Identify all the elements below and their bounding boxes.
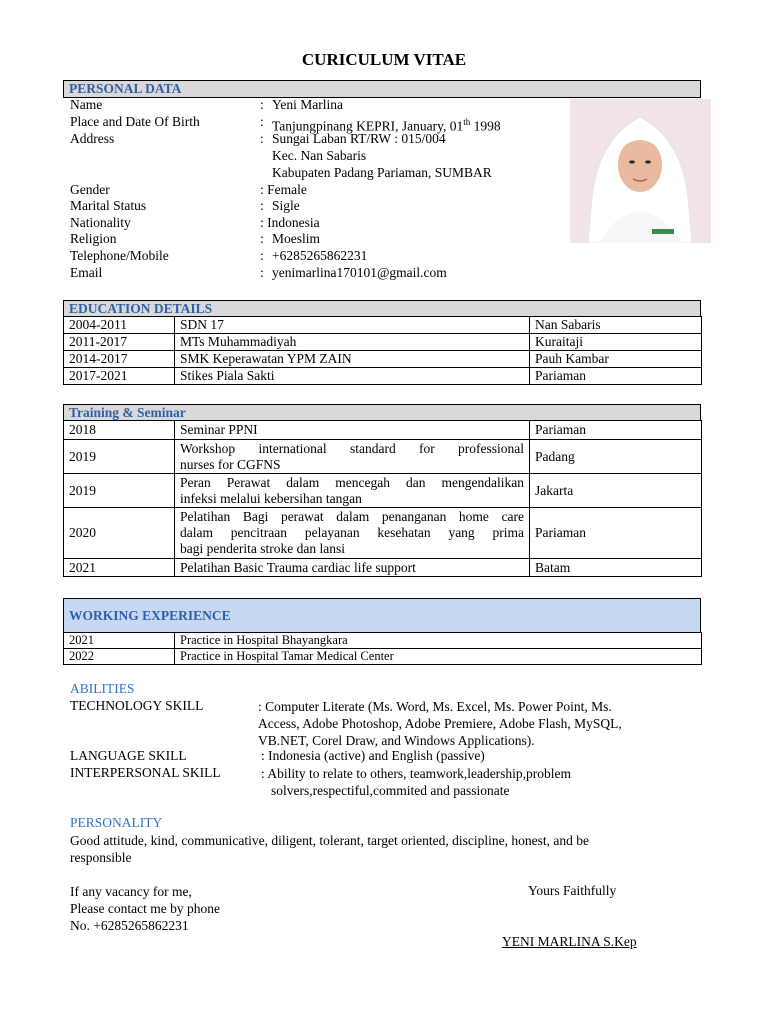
table-row — [64, 440, 702, 474]
phone-label: Telephone/Mobile — [70, 248, 169, 263]
birth-value: Tanjungpinang KEPRI, January, 01th 1998 — [272, 117, 501, 134]
education-place: Nan Sabaris — [530, 317, 702, 334]
profile-photo-image — [570, 99, 711, 243]
training-place: Batam — [530, 559, 702, 577]
education-place: Pariaman — [530, 368, 702, 385]
interpersonal-skill-line: solvers,respectiful,commited and passionate — [271, 783, 510, 798]
interpersonal-skill-label: INTERPERSONAL SKILL — [70, 765, 221, 780]
education-year: 2014-2017 — [64, 351, 175, 368]
education-place: Kuraitaji — [530, 334, 702, 351]
birth-sep: : — [260, 114, 264, 129]
religion-sep: : — [260, 231, 264, 246]
training-desc — [175, 559, 530, 577]
education-school: SDN 17 — [175, 317, 530, 334]
address-sep: : — [260, 131, 264, 146]
training-desc — [175, 474, 530, 508]
training-desc-line: Workshop international standard for professional — [180, 440, 524, 456]
contact-line: Please contact me by phone — [70, 901, 220, 916]
work-year: 2021 — [64, 633, 175, 649]
training-desc-line: bagi penderita stroke dan lansi — [180, 541, 345, 556]
interpersonal-skill-line: : Ability to relate to others, teamwork,leadership,problem — [261, 766, 572, 781]
email-label: Email — [70, 265, 103, 280]
name-sep: : — [260, 97, 264, 112]
work-header: WORKING EXPERIENCE — [63, 598, 701, 633]
table-row — [64, 334, 702, 351]
table-row — [64, 559, 702, 577]
education-school: Stikes Piala Sakti — [175, 368, 530, 385]
address-line-2: Kec. Nan Sabaris — [272, 148, 367, 163]
address-value: Sungai Laban RT/RW : 015/004 — [272, 131, 446, 146]
training-table — [63, 420, 702, 577]
table-row — [64, 474, 702, 508]
education-year: 2004-2011 — [64, 317, 175, 334]
marital-label: Marital Status — [70, 198, 147, 213]
signature-name: YENI MARLINA S.Kep — [502, 934, 637, 949]
training-place: Padang — [530, 440, 702, 474]
training-desc-line: dalam pencitraan pelayanan kesehatan yang prima — [180, 525, 524, 540]
education-school: MTs Muhammadiyah — [175, 334, 530, 351]
training-desc — [175, 421, 530, 440]
email-value: yenimarlina170101@gmail.com — [272, 265, 447, 280]
education-year: 2011-2017 — [64, 334, 175, 351]
training-desc — [175, 508, 530, 559]
training-year: 2019 — [64, 440, 175, 474]
nationality-value: : Indonesia — [260, 215, 320, 230]
birth-label: Place and Date Of Birth — [70, 114, 200, 129]
religion-value: Moeslim — [272, 231, 321, 246]
training-desc-line: Seminar PPNI — [180, 422, 258, 437]
marital-value: Sigle — [272, 198, 300, 213]
contact-line: If any vacancy for me, — [70, 884, 192, 899]
name-value: Yeni Marlina — [272, 97, 344, 112]
training-place: Pariaman — [530, 421, 702, 440]
personality-header: PERSONALITY — [70, 815, 163, 830]
gender-value: : Female — [260, 182, 307, 197]
training-year: 2019 — [64, 474, 175, 508]
email-sep: : — [260, 265, 264, 280]
training-desc-line: Pelatihan Bagi perawat dalam penanganan home care — [180, 509, 524, 524]
table-row — [64, 317, 702, 334]
table-row — [64, 368, 702, 385]
religion-label: Religion — [70, 231, 117, 246]
personality-text — [70, 832, 589, 866]
nationality-label: Nationality — [70, 215, 131, 230]
training-desc-line: nurses for CGFNS — [180, 456, 281, 472]
training-desc-line: Pelatihan Basic Trauma cardiac life support — [180, 559, 416, 575]
profile-photo — [570, 99, 711, 243]
work-year: 2022 — [64, 649, 175, 665]
closing-salutation: Yours Faithfully — [528, 883, 617, 898]
work-table — [63, 632, 702, 665]
training-year: 2018 — [64, 421, 175, 440]
gender-label: Gender — [70, 182, 110, 197]
training-desc — [175, 440, 530, 474]
training-header: Training & Seminar — [63, 404, 701, 421]
training-place: Pariaman — [530, 508, 702, 559]
training-desc-line: Peran Perawat dalam mencegah dan mengendalikan — [180, 474, 524, 490]
table-row — [64, 508, 702, 559]
personality-line: Good attitude, kind, communicative, diligent, tolerant, target oriented, discipline, honest, and be — [70, 833, 589, 848]
tech-skill-line: Access, Adobe Photoshop, Adobe Premiere, Adobe Flash, MySQL, — [258, 716, 622, 731]
education-year: 2017-2021 — [64, 368, 175, 385]
personality-line: responsible — [70, 850, 132, 865]
phone-value: +6285265862231 — [272, 248, 368, 263]
training-year: 2020 — [64, 508, 175, 559]
abilities-header: ABILITIES — [70, 681, 135, 696]
marital-sep: : — [260, 198, 264, 213]
personal-data-header: PERSONAL DATA — [63, 80, 701, 98]
education-header: EDUCATION DETAILS — [63, 300, 701, 317]
education-place: Pauh Kambar — [530, 351, 702, 368]
training-year: 2021 — [64, 559, 175, 577]
language-skill-value: : Indonesia (active) and English (passive) — [261, 748, 485, 763]
table-row — [64, 649, 702, 665]
table-row — [64, 351, 702, 368]
work-desc: Practice in Hospital Bhayangkara — [175, 633, 702, 649]
cv-title: CURICULUM VITAE — [301, 50, 467, 69]
education-table — [63, 316, 702, 385]
table-row — [64, 421, 702, 440]
training-desc-line: infeksi melalui kebersihan tangan — [180, 490, 362, 506]
contact-note — [70, 883, 220, 934]
tech-skill-label: TECHNOLOGY SKILL — [70, 698, 204, 713]
address-label: Address — [70, 131, 115, 146]
address-line-3: Kabupaten Padang Pariaman, SUMBAR — [272, 165, 492, 180]
education-school: SMK Keperawatan YPM ZAIN — [175, 351, 530, 368]
tech-skill-line: : Computer Literate (Ms. Word, Ms. Excel, Ms. Power Point, Ms. — [258, 699, 612, 714]
phone-sep: : — [260, 248, 264, 263]
work-desc: Practice in Hospital Tamar Medical Center — [175, 649, 702, 665]
language-skill-label: LANGUAGE SKILL — [70, 748, 187, 763]
training-place: Jakarta — [530, 474, 702, 508]
interpersonal-skill-value — [261, 765, 571, 799]
name-label: Name — [70, 97, 103, 112]
contact-line: No. +6285265862231 — [70, 918, 189, 933]
tech-skill-line: VB.NET, Corel Draw, and Windows Applications). — [258, 733, 535, 748]
tech-skill-value — [258, 698, 622, 749]
table-row — [64, 633, 702, 649]
